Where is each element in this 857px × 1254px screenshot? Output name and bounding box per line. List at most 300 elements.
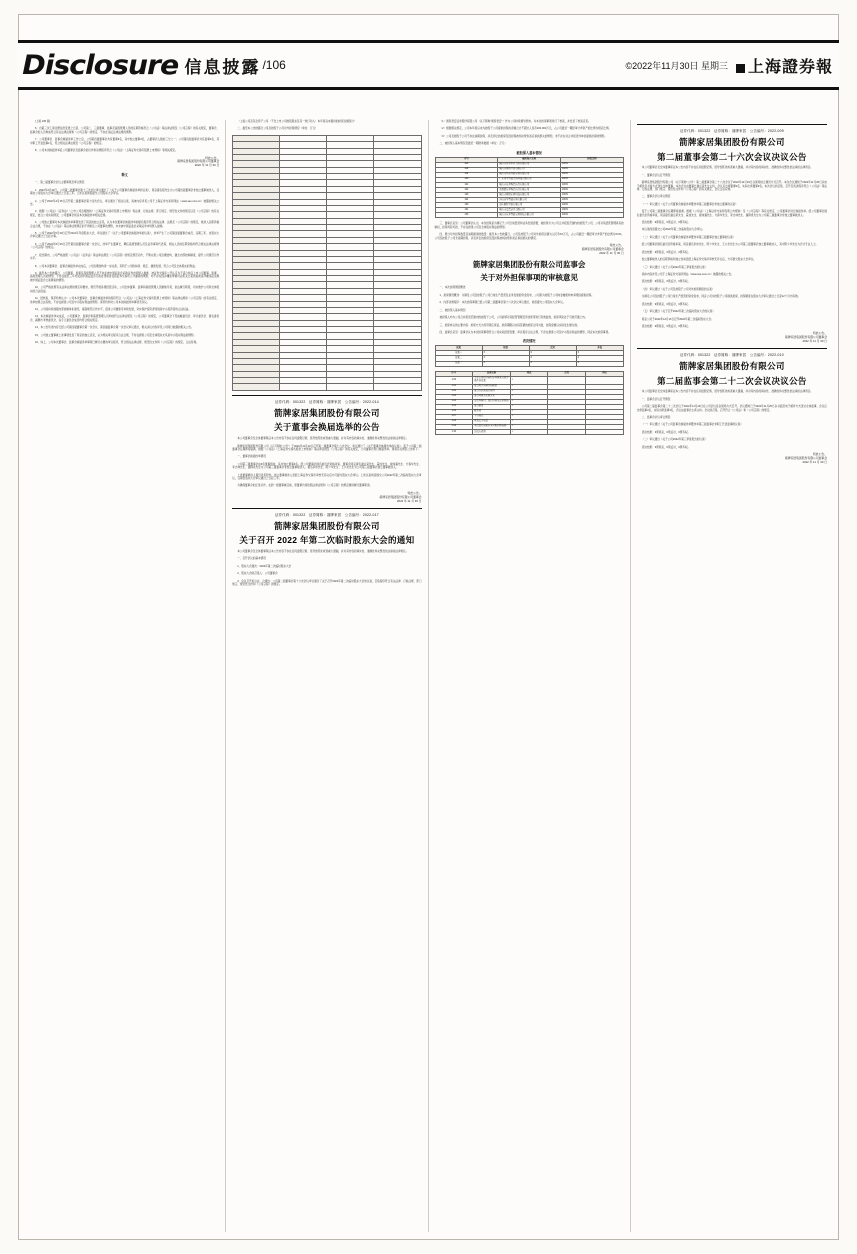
paragraph: （2）根据相关规定，公司本年度以来为控股子公司提供担保的余额合计不超过人民币200,000万元，占公司最近一期经审计净资产的比例为相应比例。 [439,127,612,131]
article-block [637,181,827,191]
table-cell: 1.05 [435,404,473,409]
table-cell: 决议有效期 [473,429,511,434]
masthead-page-number: /106 [262,58,286,72]
paragraph: 二、监事会会议审议情况 [641,416,671,420]
paragraph: 11、经核查，保荐机构认为：公司本次董事会、监事会换届选举的程序符合《公司法》《上海证券交易所股票上市规则》等法律法规和《公司章程》的有关规定，选举结果合法有效，不存在损害公司及中小股东利益的情形。保荐机构对公司本次换届选举事项无异议。 [30,297,220,304]
article-block [232,484,421,487]
paragraph: 3、根据《公司法》《证券法》《上市公司治理准则》《上海证券交易所股票上市规则》等法律、行政法规、部门规章、规范性文件的规定以及《公司章程》的有关规定，结合公司实际情况，公司董事会同意本次换届选举相关安排。 [30,210,220,217]
article-block [435,142,624,145]
paragraph: 三、董事会意见：公司董事会认为，本次担保是为满足子公司日常经营和业务发展需要，被担保方为公司合并报表范围内的控股子公司，公司对其经营管理具有控制权，担保风险可控，不存在损害公司及全体股东利益的情形。 [434,222,624,229]
table-cell: 0 [576,361,623,366]
article-block [232,535,421,546]
paragraph: 表决结果：9票同意，0票反对，0票弃权。 [641,324,691,328]
article-block [30,254,219,261]
signature-line: 箭牌家居集团股份有限公司董事会 [177,159,220,164]
article-block [637,303,827,306]
article-block [435,273,624,282]
paragraph: 7、报告期内，公司严格按照《公司法》《证券法》等法律法规及《公司章程》的规定规范运作，不断完善公司治理结构，健全内部控制制度，提升公司规范运作水平。 [30,253,220,261]
section-heading: 释义 [121,173,128,178]
table-cell: 131 [435,208,498,213]
note-text: （上接公司及其全资子公司（不含上市公司控股股东及其一致行动人）本年度以来提供的担保总额统计） [237,120,357,123]
article-block [232,521,421,532]
table-cell: 100% [561,203,624,208]
table-cell: 100% [561,208,624,213]
signature-line: 特此公告。 [813,331,827,336]
paragraph: 4、公司独立董事对本次换届选举事项发表了同意的独立意见，认为本次董事会换届选举的提名程序符合相关法律、法规及《公司章程》的规定，候选人任职资格合法合规，不存在《公司法》等法律法规规定的不得担任公司董事的情形，亦未被中国证监会采取证券市场禁入措施。 [30,221,220,228]
signature-line: 特此公告。 [407,490,422,495]
table-cell [586,376,624,384]
paragraph: 同意公司于2022年12月16日召开2022年第二次临时股东大会。 [641,317,714,321]
table-cell: 100% [561,187,624,192]
article-block [435,371,624,435]
article-block [30,272,219,282]
table-cell [280,384,327,390]
article-block [30,221,219,228]
article-block [30,243,219,250]
paragraph: 一、监事会会议召开情况 [641,397,671,401]
article-block [637,221,827,224]
table-caption: 被担保人基本情况 [516,150,542,155]
paragraph: 箭牌家居集团股份有限公司（以下简称"公司"）于2022年11月29日召开第二届董事会第十六次会议，审议通过了《关于董事会换届选举的议案》。鉴于公司第二届董事会任期即将届满，根据《公司法》《上海证券交易所股票上市规则》等法律法规及《公司章程》的有关规定，公司董事会进行换届选举。现将有关情况公告如下： [232,444,422,451]
article-block [30,315,219,322]
table-cell: 关于公司符合向特定对象发行股票条件的议案 [474,377,509,383]
signature-line: 特此公告。 [609,242,624,247]
table-cell: 124 [435,198,498,203]
article-block [637,310,827,313]
article-block [637,203,827,206]
table-cell: 118 [435,167,498,172]
article-block [435,244,624,256]
table-cell: 议案三 [435,361,482,366]
paragraph: （五）审议通过《关于召开2022年第二次临时股东大会的议案》 [641,310,715,314]
table-cell: 100% [561,198,624,203]
table-cell [374,384,421,390]
square-icon [736,64,745,73]
paragraph: 一、董事会换届选举情况 [237,455,266,459]
article-block [637,273,827,276]
table-header-cell: 议案名称 [473,371,511,376]
table-header-cell: 议案 [435,346,482,351]
article-block [637,431,827,434]
article-block [232,455,421,458]
table-header-cell: 序号 [435,157,498,162]
table-cell: 重庆箭牌卫浴有限公司 [498,203,561,208]
data-table [435,345,624,366]
table-cell: 0 [529,361,576,366]
article-block [232,565,421,568]
article-block [30,265,219,268]
table-header-cell: 同意 [510,371,548,376]
table-cell: 100% [561,193,624,198]
table-cell: 1.01 [435,384,473,389]
announcement-title: 箭牌家居集团股份有限公司 [679,137,785,147]
article-block [637,236,827,239]
table-cell: 1.00 [435,376,473,384]
table-cell: 133 [435,213,498,218]
article-block [637,446,827,449]
article-block [435,222,624,229]
article-block [232,572,421,575]
table-cell: 景德镇乐华陶瓷洁具有限公司 [498,187,561,192]
paragraph: 5、公司于2022年5月30日召开2021年年度股东大会，审议通过了《关于公司董事会换届选举的议案》，选举产生了公司第四届董事会成员，任期三年，自股东大会审议通过之日起计算。 [30,232,220,239]
signature-block [30,157,219,169]
announcement-subtitle: 箭牌家居集团股份有限公司监事会 [472,259,586,269]
paragraph: 本议案尚需提交公司2022年第二次临时股东大会审议。 [641,228,705,232]
table-cell: 100 [435,162,498,167]
paragraph: 2、股东大会的召集人：公司董事会 [237,572,278,576]
table-header-cell: 反对 [548,371,586,376]
table-cell: 1.10 [435,429,473,434]
table-cell: 0 [576,356,623,361]
article-block [637,376,827,387]
table-cell: 100% [561,182,624,187]
table-cell: 3 [482,351,529,356]
article-block [637,195,827,198]
article-block [232,437,421,440]
paragraph: 本公司董事会及全体董事保证本公告内容不存在任何虚假记载、误导性陈述或者重大遗漏，并对其内容的真实性、准确性和完整性依法承担法律责任。 [237,549,409,553]
paragraph: （二）审议通过《关于公司董事会换届选举暨选举第三届董事会独立董事的议案》 [641,235,736,239]
table-row [435,361,623,366]
signature-line: 2022 年 11 月 30 日 [194,163,220,168]
table-cell: √ [510,399,548,404]
article-block [637,137,827,148]
paragraph: 3、会议召开的合法、合规性：公司第二届董事会第十六次会议审议通过了关于召开2022年第二次临时股东大会的议案，召集程序符合有关法律、行政法规、部门规章、规范性文件和《公司章程》的规定。 [232,579,422,586]
masthead-paper-name [736,54,833,77]
paragraph: 箭牌家居集团股份有限公司（以下简称"公司"）第二届董事会第二十六次会议于2022年11月29日以现场结合通讯方式召开。本次会议通知于2022年11月25日以电子邮件及书面方式送达全体董事。本次会议由董事长谢岳荣先生主持，会议应出席董事9名，实际出席董事9名。本次会议的召集、召开及表决程序符合《公司法》等法律、行政法规、部门规章、规范性文件和《公司章程》的有关规定，会议合法有效。 [636,181,827,191]
table-cell: 募集资金用途 [473,419,511,424]
signature-line: 箭牌家居集团股份有限公司董事会 [581,246,624,251]
article-block [30,308,219,311]
table-cell: 佛山市箭牌卫浴有限公司 [498,167,561,172]
article-block [232,557,421,560]
article-block [637,295,827,298]
table-cell: 议案一 [435,351,482,356]
article-block [435,260,624,269]
security-code-line: 证券代码：001322 证券简称：箭牌家居 公告编号：2022-009 [679,129,784,133]
table-cell: 100% [561,162,624,167]
announcement-title: 箭牌家居集团股份有限公司 [274,520,380,531]
paragraph: 2、公司于2022年4月25日召开第二届董事会第十四次会议，审议通过了相关议案，具体内容详见公司于上海证券交易所网站（www.sse.com.cn）披露的相关公告。 [30,199,220,206]
data-table [435,371,624,435]
article-block [435,301,624,304]
table-cell: 1.09 [435,424,473,429]
paragraph: 具体内容详见公司于上海证券交易所网站（www.sse.com.cn）披露的相关公告。 [641,273,734,276]
table-cell: 0 [529,356,576,361]
paragraph: 被担保人均为公司合并报表范围内的控股子公司，公司能够对其经营管理及资金使用进行有效监控，担保风险处于可控范围之内。 [439,316,588,320]
article-block [637,438,827,441]
table-cell: 121 [435,182,498,187]
security-code-line: 证券代码：001322 证券简称：箭牌家居 公告编号：2022-010 [679,353,784,358]
paragraph: 一、召开会议的基本情况 [237,557,266,561]
newspaper-column-4 [631,120,833,1232]
article-block [435,150,624,219]
table-cell: 发行方式和发行时间 [473,389,511,394]
article-block [637,288,827,291]
newspaper-column-1 [24,120,226,1232]
article-block [30,149,219,152]
article-block [637,332,827,344]
masthead-right [625,54,839,77]
announcement-title: 关于董事会换届选举的公告 [274,422,380,433]
article-block [232,580,421,587]
table-row [435,213,623,218]
paragraph: 7、公司董事会、监事会换届选举工作之后，公司第四届董事会共有董事9名，其中独立董事3名，占董事会人数的三分之一；公司第四届监事会共有监事3名，其中职工代表监事1名，符合相关法律法规及《公司章程》的规定。 [30,138,220,145]
article-block [637,210,827,217]
paragraph: 四、累计对外担保数量及逾期担保的数量：截至本公告披露日，公司及控股子公司对外担保总额为人民币XX万元，占公司最近一期经审计净资产的比例为XX%。公司及控股子公司无逾期担保、涉及诉讼的担保及因担保被判决败诉而应承担损失的情况。 [434,233,624,240]
guarantee-table [232,135,421,391]
paragraph: 三、担保协议的主要内容：担保方式为连带责任保证，担保期限以实际签署的担保合同为准，担保金额以实际发生额为准。 [439,323,580,327]
paragraph: 四、监事会意见：监事会认为本次担保事项符合公司实际经营需要，审议程序合法合规，不存在损害公司及中小股东利益的情形，同意本次担保事项。 [439,330,611,334]
article-block [637,280,827,283]
table-header-cell: 持股比例 [561,157,624,162]
table-cell: 1.07 [435,414,473,419]
paragraph: 上述董事候选人简历详见附件。独立董事候选人需经上海证券交易所审核无异议后方可提交股东大会审议。上述议案尚需提交公司2022年第二次临时股东大会审议，任期自股东大会审议通过之日起三年。 [232,473,422,481]
table-cell: √ [510,376,548,384]
article-block [435,127,624,130]
table-cell: 1.08 [435,419,473,424]
article-block [435,233,624,240]
table-cell: 100% [561,167,624,172]
paragraph: 表决结果：3票同意，0票反对，0票弃权。 [641,430,691,434]
article-block [30,138,219,145]
paragraph: 鉴于公司第二届董事会任期即将届满，根据《公司法》《上海证券交易所股票上市规则》及《公司章程》等有关规定，公司董事会进行换届选举。经公司董事会提名委员会资格审查，同意提名谢岳荣先生、霍成先生、谢伟藩先生、方春华先生、李志林先生、谢锦泉先生为公司第三届董事会非独立董事候选人。 [636,210,827,217]
signature-line: 2022 年 11 月 30 日 [802,339,827,344]
announcement-title: 第二届监事会第二十二次会议决议公告 [657,375,807,386]
table-cell: 1.03 [435,394,473,399]
paragraph: 表决结果：9票同意，0票反对，0票弃权。 [641,302,691,306]
note-text: 二、截至本公告披露日公司及控股子公司对外担保情况（单位：万元） [237,127,318,131]
article-block [435,331,624,334]
table-cell: √ [510,389,548,394]
article-block [30,341,219,344]
paragraph: 1、股东大会届次：2022年第二次临时股东大会 [237,564,292,568]
announcement-title: 箭牌家居集团股份有限公司 [274,407,380,418]
article-block [232,127,421,130]
article-block [30,127,219,134]
announcement-title: 第二届董事会第二十六次会议决议公告 [657,151,807,162]
table-cell: 上市地点 [473,414,511,419]
article-block [30,189,219,196]
table-header-cell: 序号 [435,371,473,376]
article-block [435,309,624,312]
article-block [30,210,219,217]
article-block [30,120,219,123]
table-cell: 佛山市箭牌家居科技有限公司 [498,193,561,198]
table-cell: 120 [435,177,498,182]
article-block [232,508,421,517]
article-block [637,318,827,321]
article-block [435,135,624,138]
article-block [30,286,219,293]
paragraph: 14、本公告所述内容已经公司第四届董事会第一次会议、第四届监事会第一次会议审议通过，相关决议内容详见公司同日披露的相关公告。 [35,326,194,330]
paragraph: 一、董事会会议召开情况 [641,173,671,177]
table-cell: √ [510,404,548,409]
table-cell: √ [510,424,548,429]
paragraph: （三）审议通过《关于公司2022年第三季度报告的议案》 [641,265,708,269]
paragraph: 13、本次换届选举完成后，公司董事会、监事会和高级管理人员构成符合法律法规及《公司章程》的规定，公司董事会下设战略委员会、审计委员会、提名委员会、薪酬与考核委员会，各专门委员会成员均符合相关规定。 [30,315,220,322]
table-cell: 佛山市法恩洁具有限公司 [498,208,561,213]
table-cell: √ [510,384,548,389]
article-block [637,228,827,231]
paragraph: 公司第二届监事会第二十二次会议于2022年11月29日在公司会议室以现场方式召开，会议通知已于2022年11月25日以书面及电子邮件方式送达全体监事。会议应出席监事3名，实际出席监事3名，会议由监事会主席主持。会议的召集、召开符合《公司法》和《公司章程》的规定。 [636,405,827,412]
table-cell [548,376,586,384]
article-block [637,405,827,412]
table-cell [233,384,280,390]
table-row [435,429,623,434]
article-block [435,294,624,297]
table-header-cell: 弃权 [576,346,623,351]
paragraph: （一）审议通过《关于公司监事会换届选举暨选举第三届监事会非职工代表监事的议案》 [641,423,743,427]
article-block [232,445,421,452]
paragraph: （四）审议通过《关于公司及控股子公司对外担保额度的议案》 [641,287,715,291]
article-block [637,390,827,393]
article-block [637,398,827,401]
article-block [637,243,827,246]
paragraph: 表决结果：9票同意，0票反对，0票弃权。 [641,221,691,225]
table-cell [586,429,624,434]
article-block [30,297,219,304]
signature-block [232,492,421,504]
paragraph: 2、内部决策程序：本次担保事项已经公司第二届董事会第十六次会议审议通过，尚需提交公司股东大会审议。 [439,301,566,305]
signature-line: 2022 年 11 月 30 日 [599,250,624,255]
article-block [637,251,827,254]
table-cell [548,429,586,434]
paragraph: 6、公司于2022年6月15日召开第四届董事会第一次会议，选举产生董事长，聘任高级管理人员及证券事务代表等，相关人员的任职资格均符合相关法律法规和《公司章程》的规定。 [30,242,220,250]
table-cell: 广东乐华智能卫浴科技有限公司 [498,177,561,182]
table-row [435,376,623,384]
note-text: (上接 105 版) [35,120,51,123]
table-header-cell: 弃权 [586,371,624,376]
article-block [232,422,421,433]
table-cell: 1.02 [435,389,473,394]
table-cell: 佛山市乐华智能家居科技有限公司 [498,213,561,218]
signature-line: 箭牌家居集团股份有限公司董事会 [785,335,827,340]
paragraph: 本公司董事会及全体董事保证本公告内容不存在任何虚假记载、误导性陈述或者重大遗漏，并对其内容的真实性、准确性和完整性依法承担法律责任。 [237,437,409,441]
article-block [637,266,827,269]
paragraph: 9、截至本公告披露日，公司董事、监事及高级管理人员不存在被中国证监会采取证券市场禁入措施、被证券交易所公开认定为不适合担任上市公司董事、监事、高级管理人员的情形，不存在最近三年内受到中国证监会行政处罚或者受到证券交易所公开谴责的情形，亦不存在因涉嫌犯罪被司法机关立案侦查或者涉嫌违法违规被中国证监会立案调查的情形。 [30,272,220,282]
signature-line: 2022 年 11 月 30 日 [396,498,422,503]
article-block [30,157,219,169]
data-table [435,157,624,219]
article-block [435,338,624,366]
announcement-title: 箭牌家居集团股份有限公司 [679,361,785,372]
table-cell: 100% [561,177,624,182]
paragraph: 15、公司独立董事就上述事项发表了同意的独立意见，认为相关审议程序合法合规，不存在损害公司及全体股东尤其是中小股东利益的情形。 [35,333,197,337]
paragraph: （二）审议通过《关于公司2022年第三季度报告的议案》 [641,438,708,442]
article-block [30,326,219,329]
table-cell [327,384,374,390]
article-block [637,453,827,465]
article-block [637,325,827,328]
article-block [637,423,827,426]
table-header-cell: 被担保人名称 [498,157,561,162]
signature-block [435,244,624,256]
masthead-latin-title: Disclosure [22,49,179,81]
article-block [637,258,827,261]
table-row [233,384,421,390]
article-block [232,135,421,391]
table-cell: 发行数量 [473,404,511,409]
security-code-line: 证券代码：001322 证券简称：箭牌家居 公告编号：2022-014 [274,399,379,404]
newspaper-column-2 [226,120,428,1232]
table-cell: 100% [561,172,624,177]
table-cell: 议案二 [435,356,482,361]
paragraph: 二、被担保人基本情况及最近一期财务数据（单位：万元） [439,142,507,146]
paragraph: 一、第二届董事会会议主要事项及审议情况 [35,181,85,185]
article-block [435,316,624,319]
paragraph: 8、公司本次董事会、监事会换届选举完成后，公司治理结构进一步完善，有利于公司的持续、稳定、健康发展，符合公司及全体股东的利益。 [35,264,198,268]
article-block [30,334,219,337]
table-header-cell: 反对 [529,346,576,351]
article-block [637,416,827,419]
table-cell: 0 [529,351,576,356]
signature-line: 2022 年 11 月 30 日 [802,459,827,464]
article-block [435,286,624,289]
table-cell: 定价基准日、发行价格及定价原则 [474,400,509,403]
paragraph: （一）审议通过《关于公司董事会换届选举暨选举第三届董事会非独立董事的议案》 [641,202,738,206]
signature-line: 箭牌家居集团股份有限公司董事会 [379,494,422,499]
table-cell: 1.04 [435,399,473,404]
article-block [232,492,421,504]
table-cell: 限售期 [473,409,511,414]
paragraph: 10、公司严格按照有关法律法规的规定和要求，规范开展各项经营活动，公司全体董事、监事和高级管理人员勤勉尽责，依法履行职责，切实维护公司和全体股东的合法权益。 [30,286,220,293]
table-cell: 河南乐华智能家居有限公司 [498,198,561,203]
table-cell: 0 [576,351,623,356]
security-code-line: 证券代码：001322 证券简称：箭牌家居 公告编号：2022-017 [274,512,379,517]
article-block [30,172,219,177]
article-block [637,348,827,357]
paragraph: 本公司监事会及全体监事保证本公告内容不存在任何虚假记载、误导性陈述或者重大遗漏，并对其内容的真实性、准确性和完整性依法承担法律责任。 [641,390,813,394]
table-cell: √ [510,394,548,399]
table-cell: 100% [561,213,624,218]
table-cell: 3 [482,356,529,361]
table-cell: √ [510,409,548,414]
content-columns [24,120,833,1232]
article-block [637,152,827,163]
article-block [30,232,219,239]
table-cell: 本次发行前滚存未分配利润安排 [473,424,511,429]
article-block [637,361,827,372]
article-block [232,120,421,123]
table-cell: 123 [435,193,498,198]
signature-block [637,332,827,344]
paper-name-text: 上海證券報 [747,56,833,76]
masthead-date: ©2022年11月30日 星期三 [625,60,728,71]
article-block [637,166,827,169]
masthead [18,40,839,90]
table-cell: 119 [435,172,498,177]
article-block [30,181,219,184]
table-cell: √ [510,414,548,419]
table-caption: 表决情况 [522,339,536,344]
paragraph: 一、本次担保情况概述 [439,286,466,290]
signature-line: 特此公告。 [205,155,220,160]
paragraph: 16、综上，公司本次董事会、监事会换届选举事项已履行必要的审议程序，符合相关法律法规、规范性文件和《公司章程》的规定，合法有效。 [35,341,199,345]
paragraph: 本公司董事会及全体董事保证本公告内容不存在任何虚假记载、误导性陈述或者重大遗漏，并对其内容的真实性、准确性和完整性依法承担法律责任。 [641,166,813,170]
paragraph: 为确保董事会的正常运作，在新一届董事就任前，原董事仍将依照法律法规和《公司章程》的规定继续履行董事职责。 [237,484,373,488]
table-cell: 1.06 [435,409,473,414]
signature-line: 特此公告。 [813,452,827,457]
paragraph: （1）国泰君安证券股份有限公司（以下简称"国泰君安"）作为公司持续督导机构，对本次担保事项进行了核查，并发表了核查意见。 [439,120,591,123]
table-cell: 发行对象及认购方式 [473,394,511,399]
paragraph: 表决结果：9票同意，0票反对，0票弃权。 [641,280,691,284]
table-cell: 3 [482,361,529,366]
paragraph: 8、公司本次换届选举后公司董事会及监事会的运作和决策程序符合《公司法》《上海证券交易所股票上市规则》等相关规定。 [35,149,178,153]
table-cell: √ [510,429,548,434]
table-cell: 佛山市乐华陶瓷洁具有限公司 [498,182,561,187]
article-block [232,395,421,404]
table-cell: 佛山市乐华恒业卫浴有限公司 [498,162,561,167]
